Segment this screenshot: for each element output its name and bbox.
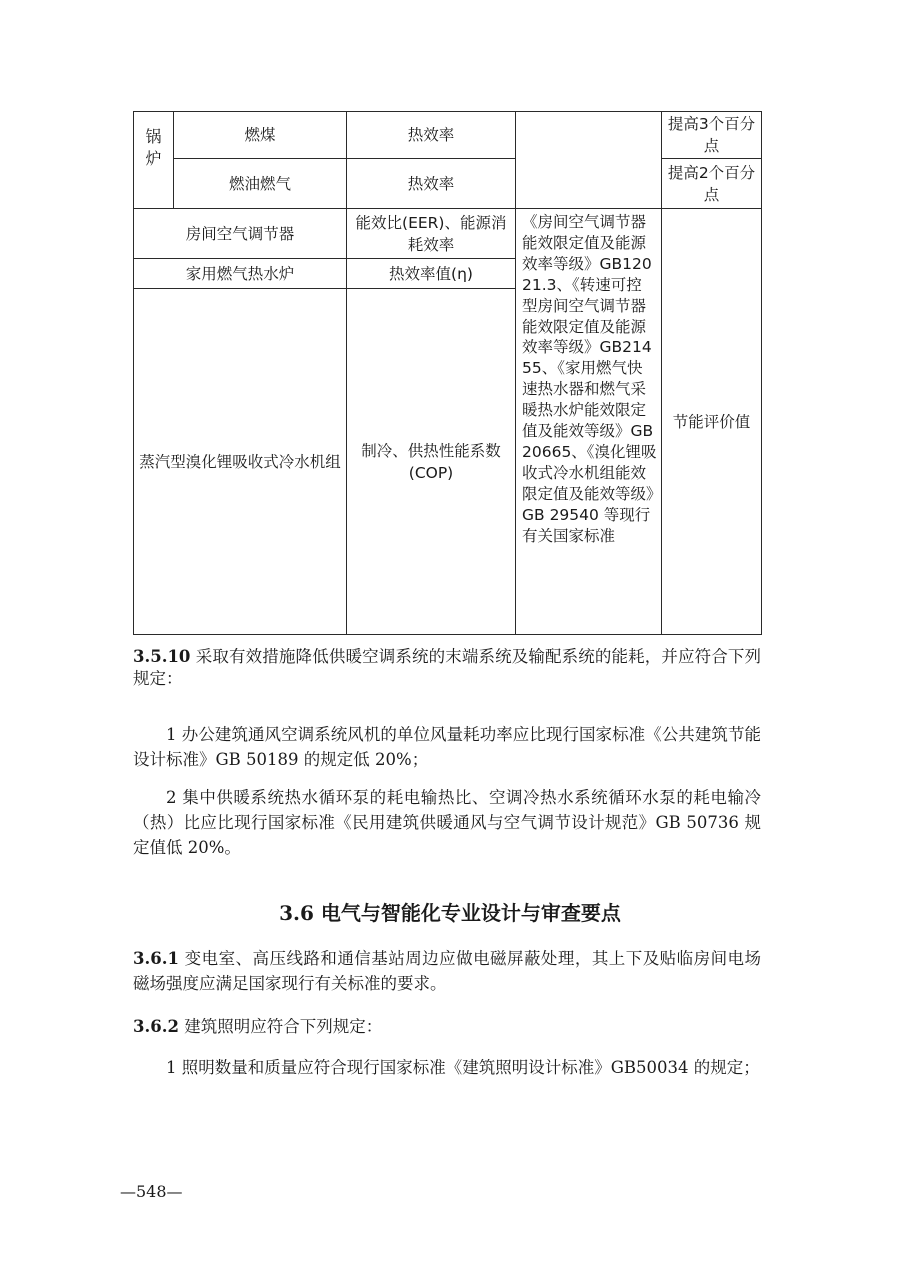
table-row (134, 209, 762, 259)
table-row (134, 112, 762, 159)
efficiency-metric: 热效率 (347, 159, 516, 209)
clause-text: 变电室、高压线路和通信基站周边应做电磁屏蔽处理，其上下及贴临房间电场磁场强度应满足国家现行有关标准的要求。 (133, 949, 762, 993)
clause-item: 1 办公建筑通风空调系统风机的单位风量耗功率应比现行国家标准《公共建筑节能设计标准》GB 50189 的规定低 20%； (133, 725, 761, 769)
clause-3-6-1 (133, 946, 761, 996)
clause-number: 3.6.1 (133, 949, 179, 968)
clause-item: 1 照明数量和质量应符合现行国家标准《建筑照明设计标准》GB50034 的规定； (166, 1058, 760, 1077)
clause-3-5-10 (133, 646, 761, 690)
equipment-name: 房间空气调节器 (134, 209, 347, 259)
equipment-name: 蒸汽型溴化锂吸收式冷水机组 (134, 289, 347, 635)
standards-reference: 《房间空气调节器能效限定值及能源效率等级》GB12021.3、《转速可控型房间空气调节器能效限定值及能源效率等级》GB21455、《家用燃气快速热水器和燃气采暖热水炉能效限定值及能效等级》GB20665、《溴化锂吸收式冷水机组能效限定值及能效等级》GB 29540 等现行有关国家标准 (516, 209, 662, 635)
table-row (134, 159, 762, 209)
clause-text: 建筑照明应符合下列规定： (184, 1017, 383, 1036)
efficiency-requirement: 提高3个百分点 (662, 112, 762, 159)
equipment-name: 燃煤 (174, 112, 347, 159)
efficiency-requirement: 提高2个百分点 (662, 159, 762, 209)
clause-number: 3.6.2 (133, 1017, 179, 1036)
efficiency-metric: 热效率 (347, 112, 516, 159)
energy-efficiency-table (133, 111, 762, 635)
evaluation-value: 节能评价值 (662, 209, 762, 635)
clause-text: 采取有效措施降低供暖空调系统的末端系统及输配系统的能耗，并应符合下列规定： (133, 647, 761, 688)
equipment-name: 燃油燃气 (174, 159, 347, 209)
clause-item: 2 集中供暖系统热水循环泵的耗电输热比、空调冷热水系统循环水泵的耗电输冷（热）比应比现行国家标准《民用建筑供暖通风与空气调节设计规范》GB 50736 规定值低 20%。 (133, 788, 761, 857)
boiler-group-label: 锅 炉 (134, 112, 174, 209)
page-number: —548— (120, 1182, 183, 1201)
empty-cell (516, 112, 662, 209)
clause-number: 3.5.10 (133, 647, 191, 666)
clause-3-6-2 (133, 1016, 761, 1038)
section-heading: 3.6 电气与智能化专业设计与审查要点 (279, 901, 621, 925)
efficiency-metric: 能效比(EER)、能源消耗效率 (347, 209, 516, 259)
efficiency-metric: 热效率值(η) (347, 259, 516, 289)
equipment-name: 家用燃气热水炉 (134, 259, 347, 289)
efficiency-metric: 制冷、供热性能系数(COP) (347, 289, 516, 635)
